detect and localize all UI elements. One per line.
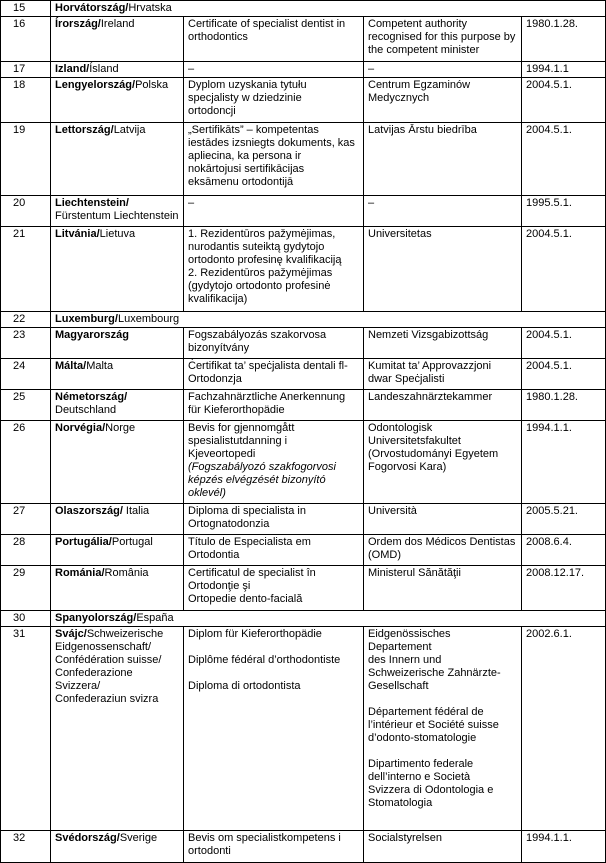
row-number: 32 (13, 832, 26, 844)
issuing-authority: Universitetsfakultet (368, 435, 461, 447)
reference-date: 1980.1.28. (526, 391, 578, 403)
certificate-title: bizonyítvány (188, 342, 250, 354)
certificate-title: ortodonti (188, 845, 231, 857)
table-row (1, 196, 606, 227)
row-number: 21 (13, 228, 26, 240)
reference-date: 2002.6.1. (526, 628, 572, 640)
certificate-cell (184, 627, 364, 831)
country-name-local: Italia (122, 505, 150, 517)
row-number-cell (1, 1, 51, 17)
country-separator: / (96, 228, 100, 240)
row-number-cell (1, 196, 51, 227)
issuing-authority: Gesellschaft (368, 680, 429, 692)
issuing-authority-cell (364, 421, 522, 504)
reference-date: 2004.5.1. (526, 360, 572, 372)
country-separator: / (132, 79, 136, 91)
country-cell (51, 227, 184, 312)
certificate-cell (184, 566, 364, 611)
table-row (1, 627, 606, 831)
certificate-cell (184, 62, 364, 78)
country-separator: / (125, 197, 129, 209)
country-name-hungarian: Izland (55, 63, 87, 75)
reference-date: 1980.1.28. (526, 18, 578, 30)
certificate-title: Ortopedie dento-facială (188, 593, 303, 605)
row-number-cell (1, 566, 51, 611)
certificate-title: – (188, 63, 195, 75)
country-name-hungarian: Svédország (55, 832, 117, 844)
certificate-cell (184, 17, 364, 62)
table-row (1, 328, 606, 359)
certificate-title: ortodonto profesinę kvalifikaciją (188, 254, 342, 266)
country-name-hungarian: Liechtenstein (55, 197, 126, 209)
issuing-authority-cell (364, 196, 522, 227)
certificate-translation: képzés elvégzését bizonyító oklevél) (188, 474, 326, 499)
country-cell (51, 627, 184, 831)
certificate-title: ortodoncji (188, 105, 236, 117)
certificate-cell (184, 123, 364, 196)
issuing-authority: Università (368, 505, 417, 517)
row-number-cell (1, 328, 51, 359)
country-separator: / (83, 360, 87, 372)
certificate-title: Ortodontia (188, 549, 240, 561)
country-cell (51, 611, 606, 627)
reference-date: 1994.1.1 (526, 63, 569, 75)
issuing-authority: the competent minister (368, 44, 480, 56)
certificate-title: Dyplom uzyskania tytułu (188, 79, 307, 91)
country-name-hungarian: Luxemburg (55, 313, 115, 325)
country-cell (51, 1, 606, 17)
reference-date-cell (522, 78, 606, 123)
country-name-local: Sverige (119, 832, 158, 844)
table-row (1, 421, 606, 504)
certificate-title: Fogszabályozás szakorvosa (188, 329, 327, 341)
country-cell (51, 504, 184, 535)
country-name-hungarian: Románia (55, 567, 102, 579)
spacer (188, 667, 359, 680)
row-number-cell (1, 62, 51, 78)
certificate-cell (184, 504, 364, 535)
country-name-hungarian: Svájc (55, 628, 84, 640)
table-row (1, 17, 606, 62)
certificate-title: nurodantis suteiktą gydytojo (188, 241, 325, 253)
country-name-local-continued: Confédération suisse/ (55, 654, 162, 666)
row-number: 27 (13, 505, 26, 517)
issuing-authority: Fogorvosi Kara) (368, 461, 447, 473)
row-number: 17 (13, 63, 26, 75)
country-cell (51, 123, 184, 196)
country-cell (51, 78, 184, 123)
issuing-authority: Odontologisk (368, 422, 433, 434)
row-number-cell (1, 359, 51, 390)
issuing-authority: Nemzeti Vizsgabizottság (368, 329, 489, 341)
country-name-local: Lietuva (99, 228, 136, 240)
issuing-authority-cell (364, 831, 522, 863)
issuing-authority: Centrum Egzaminów (368, 79, 471, 91)
reference-date-cell (522, 390, 606, 421)
issuing-authority: Universitetas (368, 228, 432, 240)
certificate-title: 1. Rezidentūros pažymėjimas, (188, 228, 336, 240)
certificate-cell (184, 831, 364, 863)
table-row (1, 62, 606, 78)
table-row (1, 78, 606, 123)
reference-date-cell (522, 17, 606, 62)
country-name-local: España (136, 612, 174, 624)
certificate-cell (184, 390, 364, 421)
issuing-authority: Socialstyrelsen (368, 832, 442, 844)
issuing-authority: Dipartimento federale (368, 758, 474, 770)
table-row (1, 390, 606, 421)
reference-date-cell (522, 227, 606, 312)
issuing-authority-cell (364, 227, 522, 312)
country-separator: / (97, 18, 101, 30)
certificate-title: Ortognatodonzia (188, 518, 270, 530)
reference-date-cell (522, 359, 606, 390)
reference-date-cell (522, 535, 606, 566)
certificate-title: Certificatul de specialist în (188, 567, 316, 579)
table-row (1, 227, 606, 312)
reference-date: 1994.1.1. (526, 422, 572, 434)
certificate-cell (184, 227, 364, 312)
country-cell (51, 359, 184, 390)
certificate-title: Ortodonzja (188, 373, 242, 385)
issuing-authority: d’odonto-stomatologie (368, 732, 477, 744)
row-number-cell (1, 535, 51, 566)
row-number: 26 (13, 422, 26, 434)
issuing-authority: recognised for this purpose by (368, 31, 516, 43)
certificate-cell (184, 535, 364, 566)
certificate-title: Certificate of specialist dentist in (188, 18, 346, 30)
country-name-hungarian: Portugália (55, 536, 109, 548)
issuing-authority: Medycznych (368, 92, 430, 104)
table-row (1, 312, 606, 328)
issuing-authority: Schweizerische Zahnärzte- (368, 667, 501, 679)
row-number-cell (1, 312, 51, 328)
row-number: 22 (13, 313, 26, 325)
issuing-authority: Ministerul Sănătăţii (368, 567, 461, 579)
issuing-authority: – (368, 63, 375, 75)
row-number: 29 (13, 567, 26, 579)
certificate-title: Diplôme fédéral d’orthodontiste (188, 654, 341, 666)
country-name-local-continued: Eidgenossenschaft/ (55, 641, 152, 653)
issuing-authority-cell (364, 390, 522, 421)
certificate-title: 2. Rezidentūros pažymėjimas (188, 267, 333, 279)
row-number: 24 (13, 360, 26, 372)
reference-date: 2005.5.21. (526, 505, 578, 517)
country-name-local: Polska (135, 79, 169, 91)
issuing-authority: Latvijas Ārstu biedrība (368, 124, 477, 136)
country-name-local-continued: Confederazione Svizzera/ (55, 667, 133, 692)
certificate-title: Diploma di ortodontista (188, 680, 301, 692)
row-number-cell (1, 227, 51, 312)
issuing-authority: l’intérieur et Société suisse (368, 719, 499, 731)
certificate-title: Ċertifikat ta’ speċjalista dentali fl- (188, 360, 348, 372)
row-number: 20 (13, 197, 26, 209)
certificate-title: specjalisty w dziedzinie (188, 92, 302, 104)
country-name-local: Schweizerische (86, 628, 164, 640)
certificate-cell (184, 196, 364, 227)
issuing-authority: Kumitat ta’ Approvazzjoni (368, 360, 492, 372)
certificate-title: Bevis for gjennomgått (188, 422, 295, 434)
issuing-authority-cell (364, 328, 522, 359)
reference-date-cell (522, 831, 606, 863)
issuing-authority: Département fédéral de (368, 706, 484, 718)
reference-date-cell (522, 566, 606, 611)
row-number-cell (1, 421, 51, 504)
issuing-authority: – (368, 197, 375, 209)
certificate-title: eksāmenu ortodontijā (188, 176, 294, 188)
issuing-authority-cell (364, 78, 522, 123)
reference-date-cell (522, 504, 606, 535)
country-separator: / (86, 63, 90, 75)
certificate-cell (184, 78, 364, 123)
issuing-authority: Competent authority (368, 18, 468, 30)
row-number: 30 (13, 612, 26, 624)
certificate-title: Bevis om specialistkompetens i (188, 832, 341, 844)
country-cell (51, 390, 184, 421)
country-name-hungarian: Írország (55, 18, 98, 30)
certificate-title: Ortodonţie şi (188, 580, 251, 592)
reference-date: 2008.12.17. (526, 567, 585, 579)
country-separator: / (119, 505, 123, 517)
country-name-hungarian: Lengyelország (55, 79, 133, 91)
certificate-title: spesialistutdanning i (188, 435, 288, 447)
country-name-local: Hrvatska (128, 2, 172, 14)
country-name-local: Fürstentum Liechtenstein (55, 210, 179, 222)
reference-date: 2004.5.1. (526, 228, 572, 240)
issuing-authority-cell (364, 17, 522, 62)
issuing-authority: des Innern und (368, 654, 442, 666)
reference-date-cell (522, 328, 606, 359)
table-row (1, 504, 606, 535)
certificate-title: iestādes izsniegts dokuments, kas (188, 137, 355, 149)
certificate-title: (gydytojo ortodonto profesinė (188, 280, 331, 292)
country-separator: / (101, 567, 105, 579)
certificate-title: Título de Especialista em (188, 536, 311, 548)
certificate-title: kvalifikacija) (188, 293, 248, 305)
country-cell (51, 312, 606, 328)
row-number: 25 (13, 391, 26, 403)
country-name-hungarian: Lettország (55, 124, 111, 136)
row-number-cell (1, 627, 51, 831)
certificate-title: orthodontics (188, 31, 248, 43)
certificate-title: apliecina, ka persona ir (188, 150, 302, 162)
certificate-title: nokārtojusi sertifikācijas (188, 163, 305, 175)
country-cell (51, 17, 184, 62)
spacer (188, 641, 359, 654)
table-row (1, 831, 606, 863)
reference-date: 2008.6.4. (526, 536, 572, 548)
table-row (1, 359, 606, 390)
reference-date: 2004.5.1. (526, 79, 572, 91)
country-name-hungarian: Spanyolország (55, 612, 134, 624)
reference-date-cell (522, 123, 606, 196)
row-number-cell (1, 504, 51, 535)
country-name-hungarian: Norvégia (55, 422, 103, 434)
country-cell (51, 62, 184, 78)
country-name-hungarian: Litvánia (55, 228, 97, 240)
certificate-title: für Kieferorthopädie (188, 404, 285, 416)
country-cell (51, 535, 184, 566)
country-name-hungarian: Horvátország (55, 2, 126, 14)
row-number-cell (1, 78, 51, 123)
issuing-authority: Stomatologia (368, 797, 433, 809)
country-separator: / (116, 832, 120, 844)
issuing-authority-cell (364, 504, 522, 535)
country-separator: / (125, 2, 129, 14)
country-cell (51, 566, 184, 611)
table-row (1, 123, 606, 196)
reference-date-cell (522, 196, 606, 227)
row-number-cell (1, 390, 51, 421)
row-number-cell (1, 123, 51, 196)
row-number: 23 (13, 329, 26, 341)
issuing-authority: Landeszahnärztekammer (368, 391, 493, 403)
issuing-authority: Ordem dos Médicos Dentistas (368, 536, 516, 548)
country-name-local: Norge (105, 422, 136, 434)
certificate-translation: (Fogszabályozó szakfogorvosi (188, 461, 336, 473)
issuing-authority-cell (364, 535, 522, 566)
certificate-title: Kjeveortopedi (188, 448, 256, 460)
issuing-authority: Eidgenössisches Departement (368, 628, 451, 653)
issuing-authority: Svizzera di Odontologia e (368, 784, 494, 796)
country-separator: / (114, 313, 118, 325)
country-separator: / (108, 536, 112, 548)
certificate-cell (184, 421, 364, 504)
certificate-title: – (188, 197, 195, 209)
row-number-cell (1, 17, 51, 62)
country-name-local: Portugal (111, 536, 153, 548)
table-row (1, 566, 606, 611)
country-separator: / (110, 124, 114, 136)
country-cell (51, 196, 184, 227)
reference-date-cell (522, 62, 606, 78)
row-number: 15 (13, 2, 26, 14)
row-number: 28 (13, 536, 26, 548)
reference-date: 1995.5.1. (526, 197, 572, 209)
country-name-hungarian: Olaszország (55, 505, 120, 517)
table-body (1, 1, 606, 863)
issuing-authority: (OMD) (368, 549, 401, 561)
row-number-cell (1, 831, 51, 863)
issuing-authority-cell (364, 123, 522, 196)
issuing-authority: dell’interno e Società (368, 771, 471, 783)
row-number: 31 (13, 628, 26, 640)
spacer (368, 745, 517, 758)
country-name-hungarian: Málta (55, 360, 84, 372)
row-number: 18 (13, 79, 26, 91)
row-number: 19 (13, 124, 26, 136)
reference-date: 2004.5.1. (526, 329, 572, 341)
issuing-authority: (Orvostudományi Egyetem (368, 448, 499, 460)
country-name-local-continued: Confederaziun svizra (55, 693, 159, 705)
certificate-title: Diplom für Kieferorthopädie (188, 628, 322, 640)
country-cell (51, 421, 184, 504)
row-number: 16 (13, 18, 26, 30)
table-row (1, 535, 606, 566)
table-row (1, 1, 606, 17)
country-name-local: Ísland (89, 63, 119, 75)
row-number-cell (1, 611, 51, 627)
reference-date: 1994.1.1. (526, 832, 572, 844)
country-separator: / (102, 422, 106, 434)
issuing-authority-cell (364, 62, 522, 78)
reference-date-cell (522, 421, 606, 504)
reference-date-cell (522, 627, 606, 831)
country-cell (51, 328, 184, 359)
country-name-local: Deutschland (55, 404, 117, 416)
country-name-local: Luxembourg (117, 313, 180, 325)
issuing-authority-cell (364, 359, 522, 390)
certificate-title: Fachzahnärztliche Anerkennung (188, 391, 346, 403)
certificate-cell (184, 328, 364, 359)
country-name-hungarian: Németország (55, 391, 125, 403)
country-name-local: România (104, 567, 149, 579)
spacer (368, 693, 517, 706)
country-separator: / (83, 628, 87, 640)
issuing-authority: dwar Speċjalisti (368, 373, 445, 385)
reference-date: 2004.5.1. (526, 124, 572, 136)
issuing-authority-cell (364, 627, 522, 831)
certificate-cell (184, 359, 364, 390)
country-name-local: Malta (86, 360, 114, 372)
table-row (1, 611, 606, 627)
country-name-local: Ireland (100, 18, 135, 30)
certificate-title: Diploma di specialista in (188, 505, 306, 517)
country-separator: / (133, 612, 137, 624)
country-cell (51, 831, 184, 863)
certificate-title: „Sertifikāts” – kompetentas (188, 124, 319, 136)
issuing-authority-cell (364, 566, 522, 611)
country-separator: / (124, 391, 128, 403)
country-name-local: Latvija (113, 124, 146, 136)
country-name-hungarian: Magyarország (55, 329, 129, 341)
